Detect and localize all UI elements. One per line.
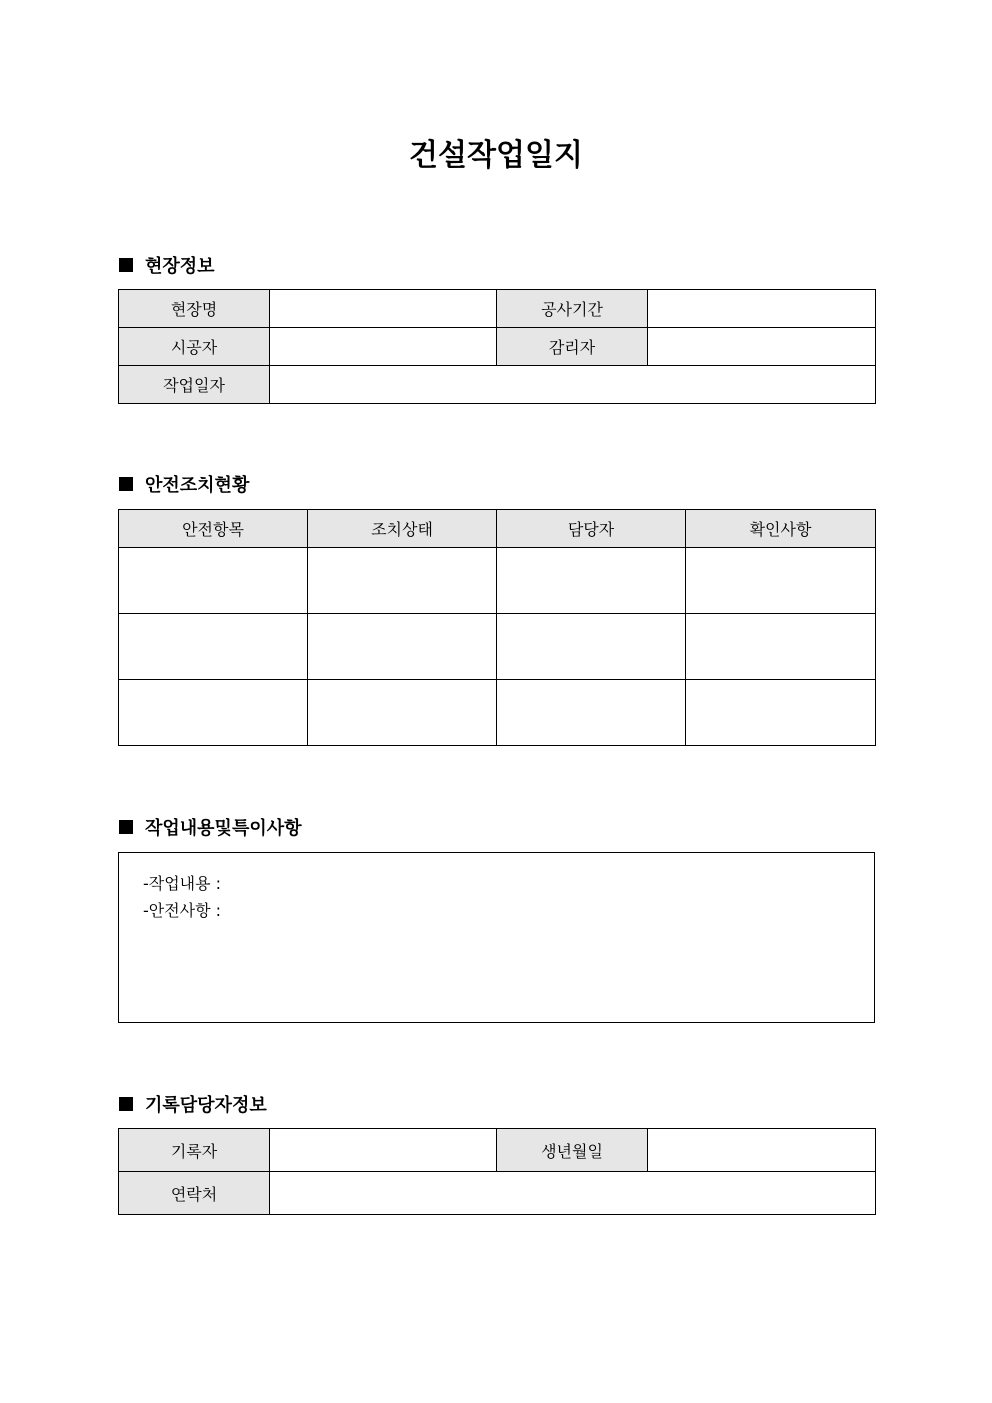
check-notes-cell[interactable] [686, 614, 876, 680]
contact-field[interactable] [270, 1172, 876, 1215]
birth-date-label: 생년월일 [497, 1129, 648, 1172]
section-title: 현장정보 [145, 256, 215, 277]
safety-item-cell[interactable] [119, 614, 308, 680]
table-row [119, 366, 876, 404]
column-header-action-status: 조치상태 [308, 510, 497, 548]
person-in-charge-cell[interactable] [497, 614, 686, 680]
safety-notes-line: -안전사항 : [143, 901, 222, 920]
site-info-table [118, 289, 876, 404]
birth-date-field[interactable] [648, 1129, 876, 1172]
table-row [119, 1172, 876, 1215]
person-in-charge-cell[interactable] [497, 680, 686, 746]
contractor-label: 시공자 [119, 328, 270, 366]
column-header-check-notes: 확인사항 [686, 510, 876, 548]
section-heading-work [119, 815, 302, 839]
table-row [119, 1129, 876, 1172]
section-title: 안전조치현황 [145, 475, 250, 496]
square-bullet-icon [119, 258, 133, 272]
recorder-field[interactable] [270, 1129, 497, 1172]
site-name-label: 현장명 [119, 290, 270, 328]
period-label: 공사기간 [497, 290, 648, 328]
contractor-field[interactable] [270, 328, 497, 366]
section-heading-safety [119, 472, 249, 496]
safety-table [118, 509, 876, 746]
table-row [119, 680, 876, 746]
work-date-label: 작업일자 [119, 366, 270, 404]
check-notes-cell[interactable] [686, 548, 876, 614]
table-row [119, 328, 876, 366]
section-title: 작업내용및특이사항 [145, 818, 302, 839]
work-notes-box[interactable] [118, 852, 875, 1023]
check-notes-cell[interactable] [686, 680, 876, 746]
table-row [119, 548, 876, 614]
safety-item-cell[interactable] [119, 548, 308, 614]
action-status-cell[interactable] [308, 614, 497, 680]
recorder-table [118, 1128, 876, 1215]
column-header-safety-item: 안전항목 [119, 510, 308, 548]
recorder-label: 기록자 [119, 1129, 270, 1172]
action-status-cell[interactable] [308, 680, 497, 746]
table-row [119, 614, 876, 680]
period-field[interactable] [648, 290, 876, 328]
square-bullet-icon [119, 820, 133, 834]
supervisor-field[interactable] [648, 328, 876, 366]
table-row [119, 290, 876, 328]
action-status-cell[interactable] [308, 548, 497, 614]
work-date-field[interactable] [270, 366, 876, 404]
person-in-charge-cell[interactable] [497, 548, 686, 614]
site-name-field[interactable] [270, 290, 497, 328]
square-bullet-icon [119, 1097, 133, 1111]
safety-item-cell[interactable] [119, 680, 308, 746]
contact-label: 연락처 [119, 1172, 270, 1215]
table-header-row [119, 510, 876, 548]
page-title: 건설작업일지 [409, 138, 583, 173]
work-content-line: -작업내용 : [143, 874, 222, 893]
section-title: 기록담당자정보 [145, 1095, 267, 1116]
column-header-person-in-charge: 담당자 [497, 510, 686, 548]
square-bullet-icon [119, 477, 133, 491]
section-heading-site-info [119, 253, 215, 277]
section-heading-recorder [119, 1092, 267, 1116]
supervisor-label: 감리자 [497, 328, 648, 366]
